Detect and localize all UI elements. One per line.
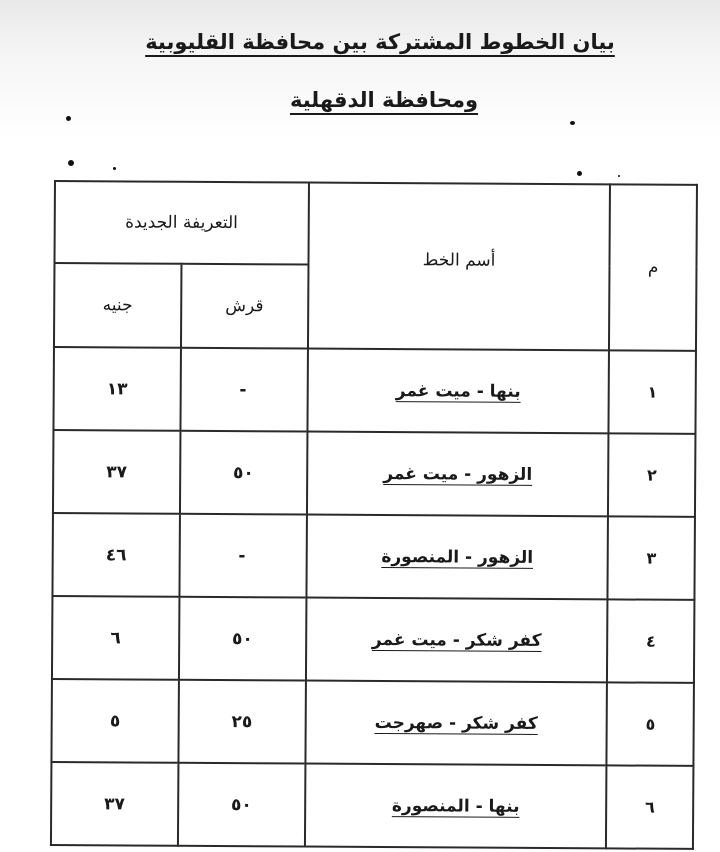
row-pound: ٣٧: [53, 430, 180, 514]
line-name-text: بنها - المنصورة: [391, 795, 520, 817]
row-number: ٣: [608, 516, 695, 600]
scan-speck: [618, 175, 620, 177]
row-line-name: [305, 764, 607, 849]
row-pound: ٤٦: [52, 513, 179, 597]
header-pound: جنيه: [54, 263, 181, 348]
row-line-name: [306, 515, 608, 600]
table-row: [52, 596, 694, 683]
row-number: ٤: [607, 599, 694, 683]
table-row: [52, 513, 694, 600]
row-line-name: [306, 598, 608, 683]
scan-speck: [66, 116, 71, 121]
row-qirsh: -: [180, 348, 307, 432]
row-number: ٥: [607, 682, 694, 766]
row-pound: ٣٧: [51, 762, 178, 846]
line-name-text: بنها - ميت غمر: [395, 380, 521, 402]
row-number: ٢: [608, 433, 695, 517]
table-row: [53, 347, 695, 434]
row-number: ١: [609, 350, 696, 434]
row-qirsh: ٥٠: [179, 597, 306, 681]
scan-speck: [570, 121, 575, 125]
line-name-text: كفر شكر - صهرجت: [374, 712, 538, 734]
document-subtitle: ومحافظة الدقهلية: [289, 88, 479, 112]
row-qirsh: ٥٠: [178, 763, 305, 847]
header-qirsh: قرش: [181, 264, 308, 349]
table-row: [51, 679, 693, 766]
scan-speck: [577, 171, 582, 176]
table-header-row: [54, 181, 696, 267]
scan-speck: [113, 167, 116, 170]
line-name-text: الزهور - المنصورة: [381, 546, 534, 568]
row-pound: ٦: [52, 596, 179, 680]
row-qirsh: ٢٥: [178, 680, 305, 764]
table-row: [53, 430, 695, 517]
row-qirsh: -: [179, 514, 306, 598]
row-line-name: [307, 432, 609, 517]
row-qirsh: ٥٠: [180, 431, 307, 515]
table-row: [51, 762, 693, 849]
header-new-tariff: التعريفة الجديدة: [54, 181, 308, 265]
row-pound: ٥: [51, 679, 178, 763]
row-pound: ١٣: [53, 347, 180, 431]
header-line-name: أسم الخط: [308, 183, 611, 351]
row-line-name: [305, 681, 607, 766]
header-number: م: [609, 184, 697, 351]
row-line-name: [307, 349, 609, 434]
tariff-table: [50, 180, 698, 850]
line-name-text: كفر شكر - ميت غمر: [371, 629, 542, 651]
row-number: ٦: [606, 765, 693, 849]
scan-speck: [68, 160, 74, 166]
document-title: بيان الخطوط المشتركة بين محافظة القليوبية: [145, 30, 615, 54]
line-name-text: الزهور - ميت غمر: [383, 463, 533, 485]
